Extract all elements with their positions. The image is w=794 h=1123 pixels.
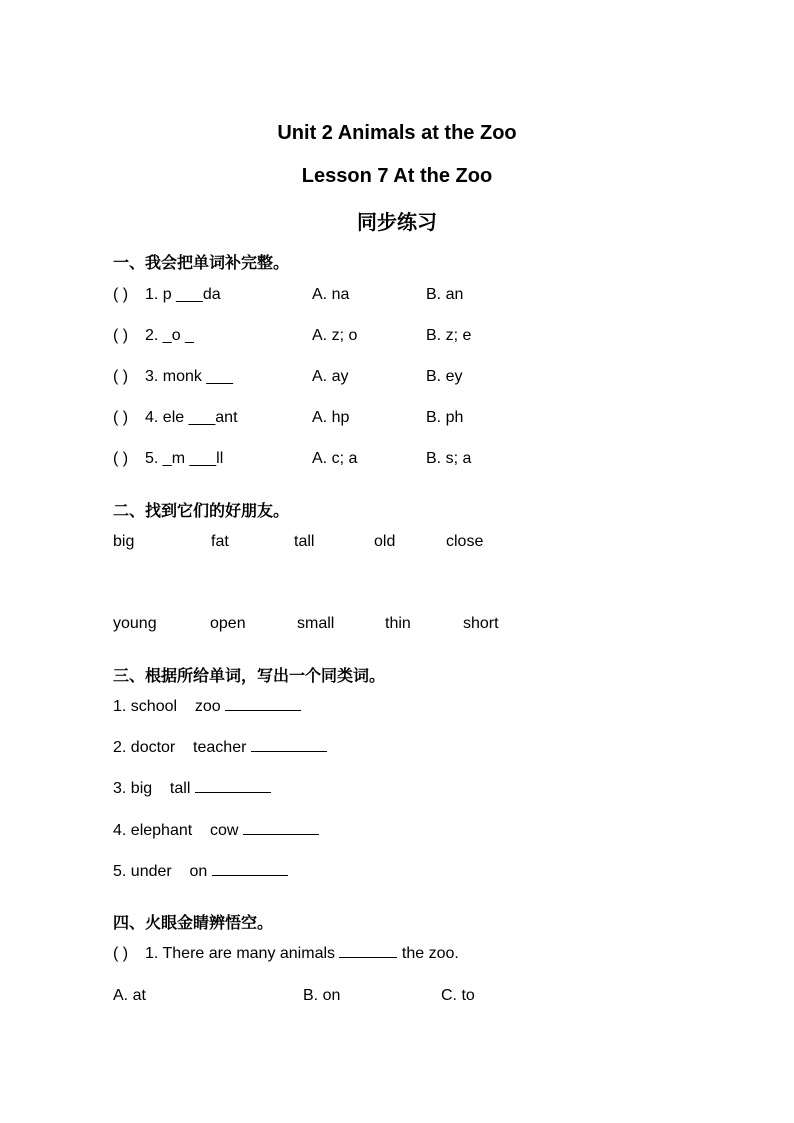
given-word: 2. doctor	[113, 739, 176, 756]
category-item	[113, 778, 513, 800]
section1-question	[113, 325, 713, 347]
given-word: 3. big	[113, 780, 153, 797]
stem-before: 1. There are many animals	[145, 945, 336, 962]
option-b: B. s; a	[426, 450, 472, 467]
answer-paren[interactable]: ( )	[113, 327, 129, 344]
word-row-bottom	[113, 613, 713, 635]
worksheet-subtitle: 同步练习	[357, 212, 437, 234]
option-b[interactable]: B. on	[303, 987, 341, 1004]
question-stem: 5. _m ___ll	[145, 450, 224, 467]
match-word[interactable]: big	[113, 533, 135, 550]
answer-blank[interactable]	[339, 943, 397, 958]
stem-after: the zoo.	[401, 945, 459, 962]
category-item	[113, 737, 513, 759]
given-word: 1. school	[113, 698, 178, 715]
match-word[interactable]: small	[297, 615, 335, 632]
section1-question	[113, 284, 713, 306]
match-word[interactable]: short	[463, 615, 499, 632]
given-word: tall	[169, 780, 191, 797]
answer-blank[interactable]	[195, 778, 271, 793]
question-stem: 1. p ___da	[145, 286, 221, 303]
option-b: B. ph	[426, 409, 464, 426]
question-stem: 2. _o _	[145, 327, 194, 344]
section1-heading: 一、我会把单词补完整。	[113, 255, 290, 272]
answer-paren[interactable]: ( )	[113, 450, 129, 467]
category-item	[113, 696, 513, 718]
choice-question	[113, 943, 713, 965]
given-word: 4. elephant	[113, 822, 193, 839]
match-word[interactable]: tall	[294, 533, 315, 550]
option-a: A. c; a	[312, 450, 358, 467]
match-word[interactable]: old	[374, 533, 396, 550]
given-word: on	[189, 863, 208, 880]
section1-question	[113, 448, 713, 470]
lesson-title: Lesson 7 At the Zoo	[301, 165, 493, 187]
section2-heading: 二、找到它们的好朋友。	[113, 503, 290, 520]
option-a[interactable]: A. at	[113, 987, 146, 1004]
section3-heading: 三、根据所给单词，写出一个同类词。	[113, 668, 386, 685]
option-a: A. na	[312, 286, 350, 303]
answer-blank[interactable]	[243, 820, 319, 835]
given-word: cow	[209, 822, 239, 839]
option-b: B. an	[426, 286, 464, 303]
answer-paren[interactable]: ( )	[113, 368, 129, 385]
word-row-top	[113, 531, 713, 553]
category-item	[113, 861, 513, 883]
unit-title: Unit 2 Animals at the Zoo	[277, 122, 517, 144]
answer-paren[interactable]: ( )	[113, 945, 129, 962]
option-a: A. z; o	[312, 327, 358, 344]
section4-heading: 四、火眼金睛辨悟空。	[113, 915, 274, 932]
category-item	[113, 820, 513, 842]
question-stem	[145, 943, 459, 965]
answer-blank[interactable]	[225, 696, 301, 711]
match-word[interactable]: thin	[385, 615, 411, 632]
question-stem: 4. ele ___ant	[145, 409, 238, 426]
match-word[interactable]: fat	[211, 533, 229, 550]
option-a: A. hp	[312, 409, 350, 426]
option-b: B. ey	[426, 368, 463, 385]
given-word: zoo	[194, 698, 221, 715]
answer-blank[interactable]	[212, 861, 288, 876]
section1-question	[113, 407, 713, 429]
match-word[interactable]: open	[210, 615, 246, 632]
choice-options	[113, 985, 713, 1007]
question-stem: 3. monk ___	[145, 368, 234, 385]
answer-blank[interactable]	[251, 737, 327, 752]
match-word[interactable]: young	[113, 615, 157, 632]
match-word[interactable]: close	[446, 533, 484, 550]
option-c[interactable]: C. to	[441, 987, 475, 1004]
answer-paren[interactable]: ( )	[113, 409, 129, 426]
answer-paren[interactable]: ( )	[113, 286, 129, 303]
given-word: 5. under	[113, 863, 172, 880]
given-word: teacher	[193, 739, 247, 756]
option-a: A. ay	[312, 368, 349, 385]
section1-question	[113, 366, 713, 388]
option-b: B. z; e	[426, 327, 472, 344]
